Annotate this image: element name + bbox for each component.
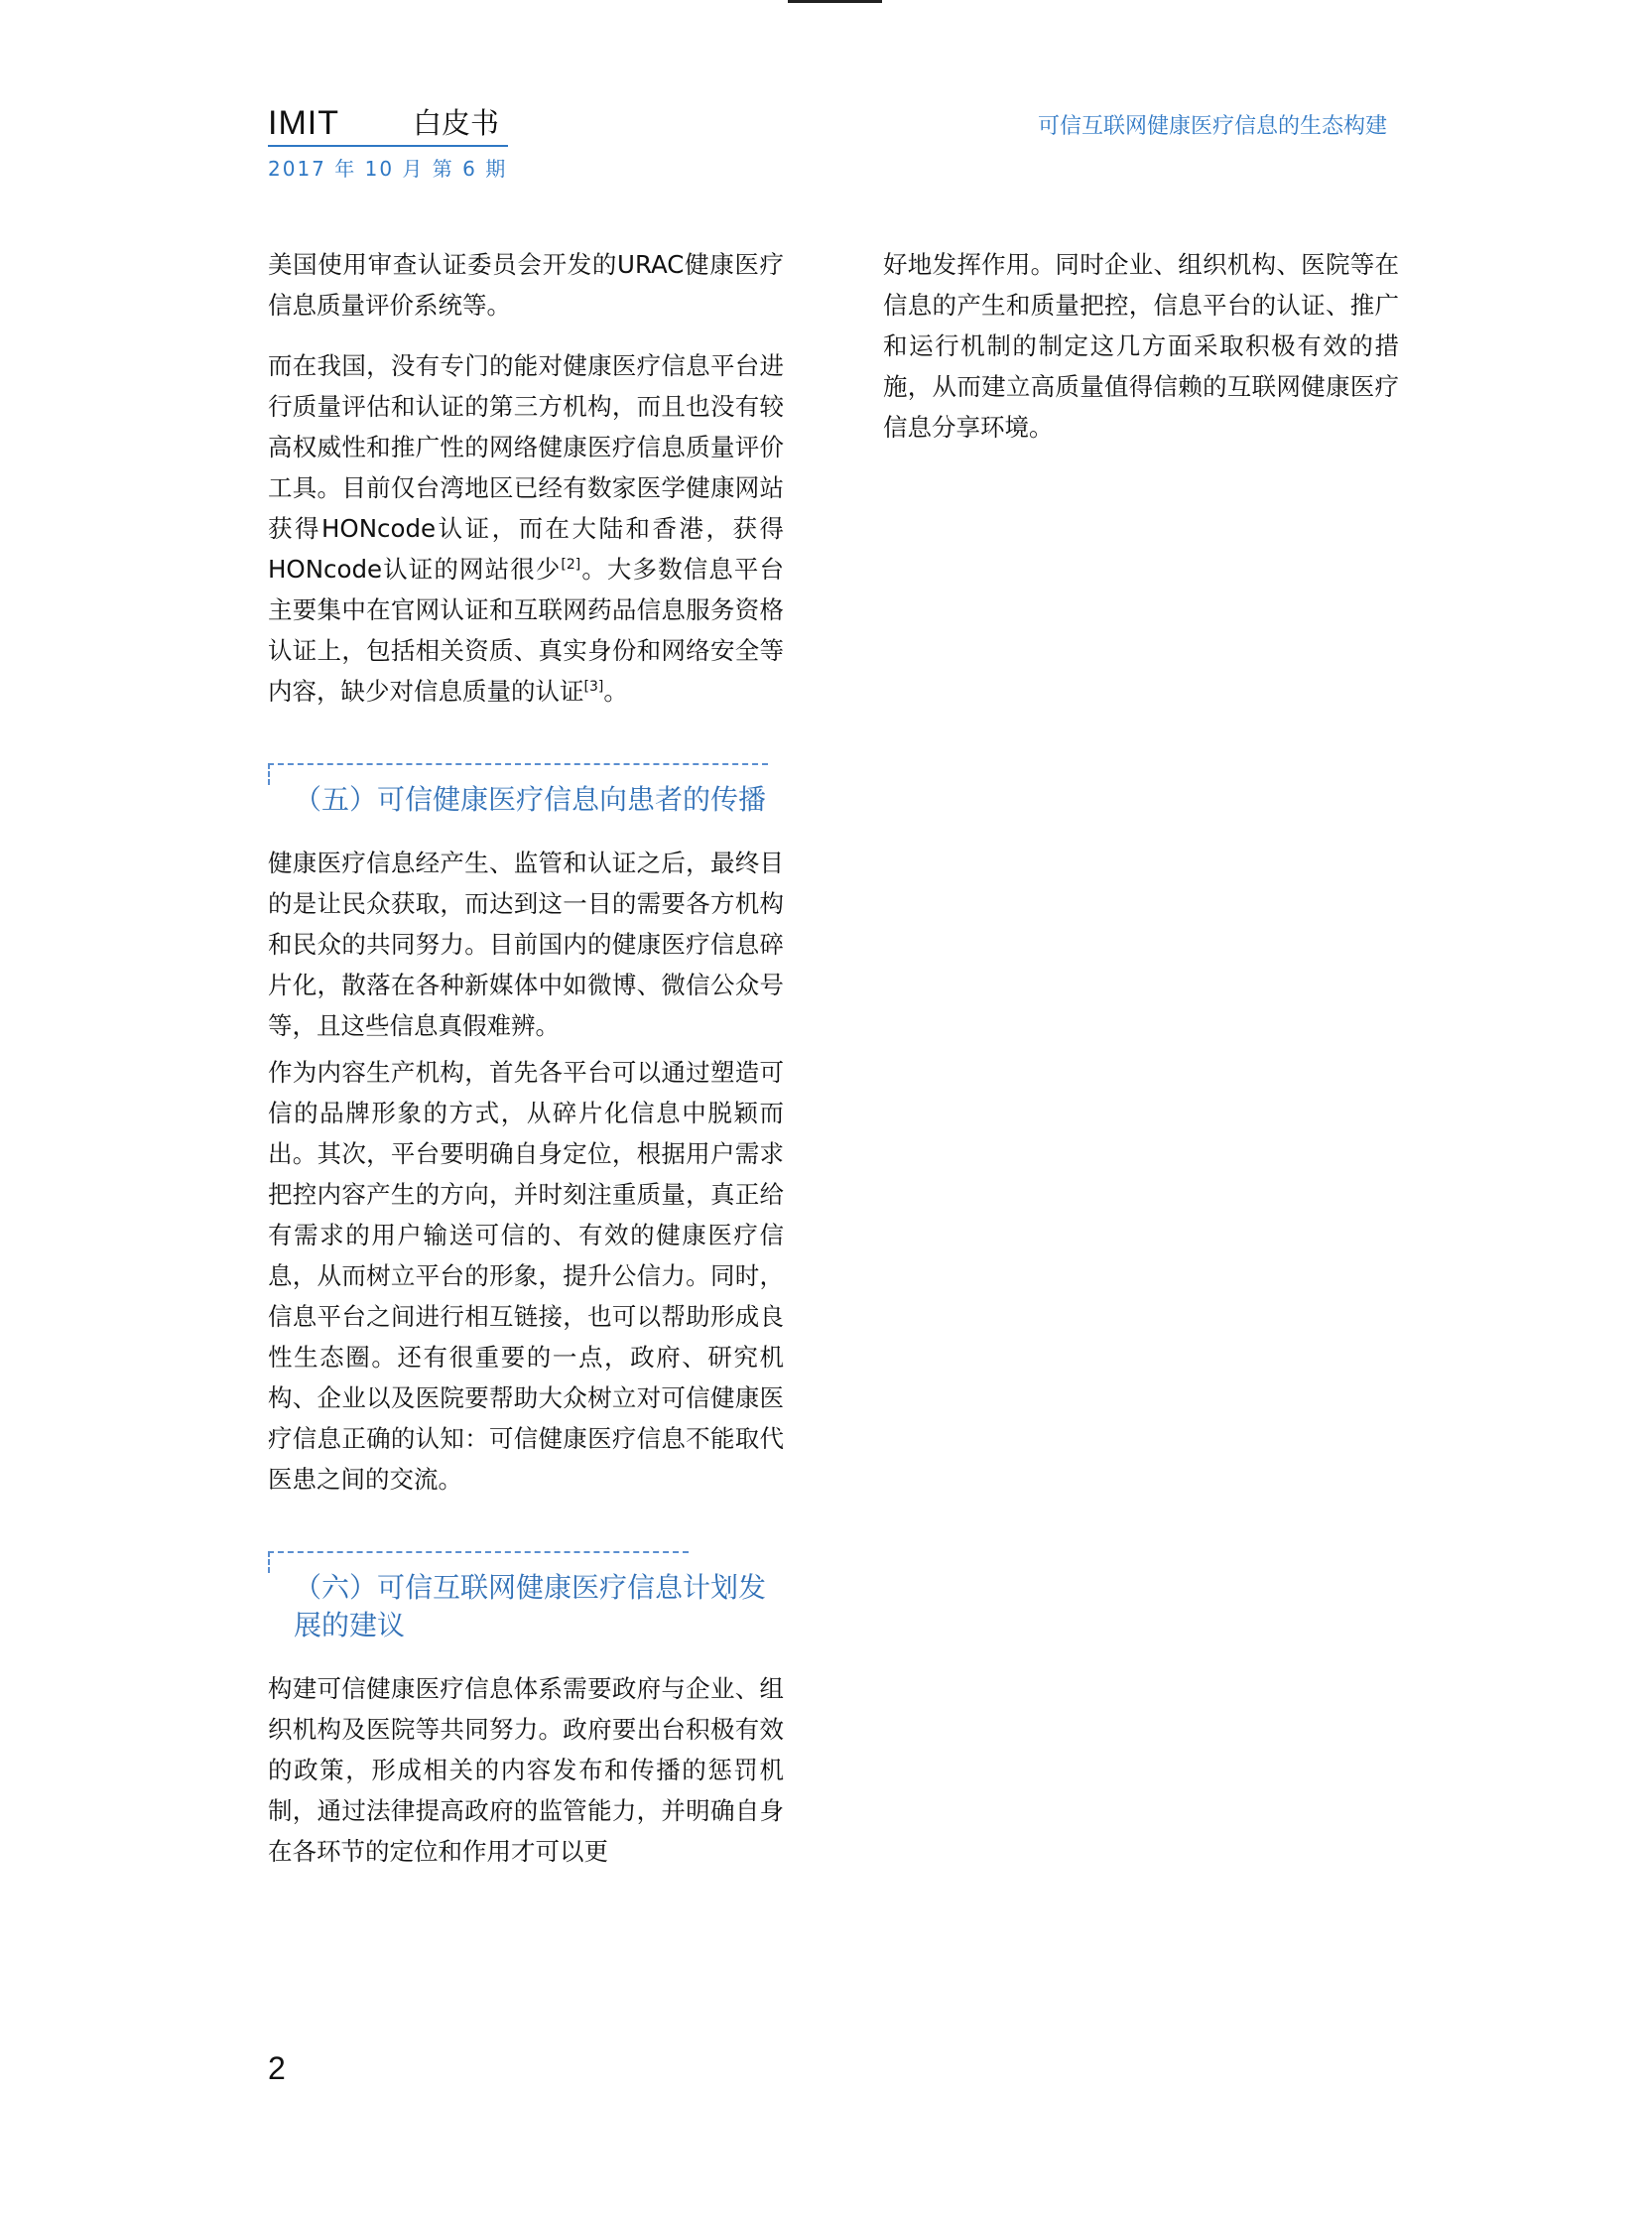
section-heading-5 bbox=[268, 763, 784, 819]
paragraph-recommendations: 构建可信健康医疗信息体系需要政府与企业、组织机构及医院等共同努力。政府要出台积极有效的政策，形成相关的内容发布和传播的惩罚机制，通过法律提高政府的监管能力，并明确自身在各环节的定位和作用才可以更 bbox=[268, 1674, 784, 1866]
section-dash-line bbox=[268, 763, 768, 765]
section-body-6 bbox=[268, 1668, 784, 1872]
masthead bbox=[268, 99, 508, 182]
paragraph-dissemination: 健康医疗信息经产生、监管和认证之后，最终目的是让民众获取，而达到这一目的需要各方机构和民众的共同努力。目前国内的健康医疗信息碎片化，散落在各种新媒体中如微博、微信公众号等，且这些信息真假难辨。 bbox=[268, 849, 784, 1040]
paragraph-domestic-status bbox=[268, 345, 784, 712]
section-dash-tick bbox=[268, 763, 270, 785]
paragraph-content-producers: 作为内容生产机构，首先各平台可以通过塑造可信的品牌形象的方式，从碎片化信息中脱颖而出。其次，平台要明确自身定位，根据用户需求把控内容产生的方向，并时刻注重质量，真正给有需求的用户输送可信的、有效的健康医疗信息，从而树立平台的形象，提升公信力。同时，信息平台之间进行相互链接，也可以帮助形成良性生态圈。还有很重要的一点，政府、研究机构、企业以及医院要帮助大众树立对可信健康医疗信息正确的认知：可信健康医疗信息不能取代医患之间的交流。 bbox=[268, 1058, 784, 1494]
masthead-underline bbox=[268, 145, 508, 147]
paragraph-domestic-text-a: 而在我国，没有专门的能对健康医疗信息平台进行质量评估和认证的第三方机构，而且也没有较高权威性和推广性的网络健康医疗信息质量评价工具。目前仅台湾地区已经有数家医学健康网站获得HONcode认证，而在大陆和香港，获得HONcode认证的网站很少 bbox=[268, 351, 784, 584]
section-title-6: （六）可信互联网健康医疗信息计划发展的建议 bbox=[294, 1571, 767, 1641]
issue-date: 2017 年 10 月 第 6 期 bbox=[268, 157, 508, 181]
page-number: 2 bbox=[268, 2050, 286, 2086]
paragraph-domestic-text-b: 。大多数信息平台主要集中在官网认证和互联网药品信息服务资格认证上，包括相关资质、真实身份和网络安全等内容，缺少对信息质量的认证 bbox=[268, 555, 784, 706]
section-heading-6 bbox=[268, 1551, 784, 1644]
citation-ref-3[interactable]: [3] bbox=[583, 678, 604, 695]
section-body-5 bbox=[268, 843, 784, 1500]
document-title: 可信互联网健康医疗信息的生态构建 bbox=[1037, 114, 1387, 139]
paragraph-continuation: 好地发挥作用。同时企业、组织机构、医院等在信息的产生和质量把控，信息平台的认证、推广和运行机制的制定这几方面采取积极有效的措施，从而建立高质量值得信赖的互联网健康医疗信息分享环境。 bbox=[883, 250, 1399, 442]
section-title-5: （五）可信健康医疗信息向患者的传播 bbox=[294, 783, 767, 816]
masthead-row bbox=[268, 99, 508, 143]
top-rule bbox=[788, 0, 882, 3]
left-column bbox=[268, 244, 784, 1872]
paragraph-domestic-text-c: 。 bbox=[603, 677, 628, 706]
citation-ref-2[interactable]: [2] bbox=[561, 556, 581, 573]
right-column bbox=[883, 244, 1399, 448]
paragraph-gap bbox=[268, 326, 784, 345]
doc-type: 白皮书 bbox=[412, 106, 499, 140]
paragraph-urac: 美国使用审查认证委员会开发的URAC健康医疗信息质量评价系统等。 bbox=[268, 250, 784, 320]
brand-name: IMIT bbox=[268, 104, 339, 142]
section-dash-tick bbox=[268, 1551, 270, 1573]
section-dash-line bbox=[268, 1551, 689, 1553]
